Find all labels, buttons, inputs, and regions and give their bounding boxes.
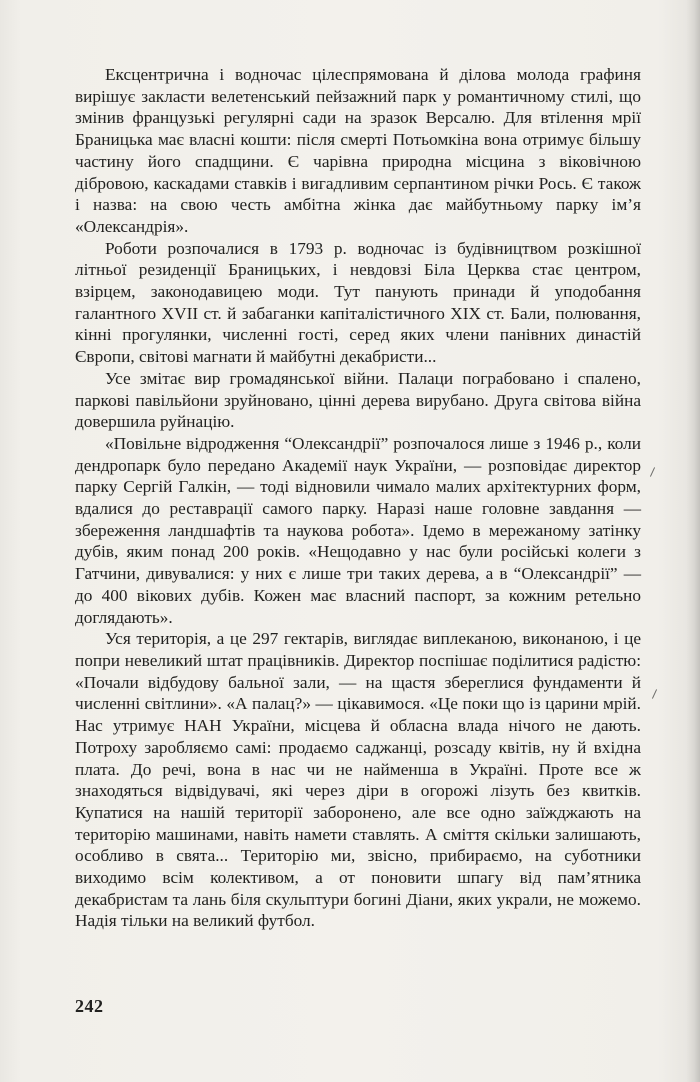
paragraph-4: «Повільне відродження “Олександрії” розпочалося лише з 1946 р., коли дендропарк було передано Академії наук України, — розповідає директор парку Сергій Галкін, — тоді відновили чимало малих архітектурних форм, вдалися до реставрації самого парку. Наразі наше головне завдання — збереження ландшафтів та наукова робота». Ідемо в мережаному затінку дубів, яким понад 200 років. «Нещодавно у нас були російські колеги з Гатчини, дивувалися: у них є лише три таких дерева, а в “Олександрії” — до 400 вікових дубів. Кожен має власний паспорт, за кожним ретельно доглядають». xyxy=(75,433,641,627)
page-number: 242 xyxy=(75,996,104,1016)
body-text xyxy=(75,64,641,932)
margin-pencil-mark xyxy=(652,689,657,698)
margin-pencil-mark xyxy=(650,467,655,476)
paragraph-3: Усе змітає вир громадянської війни. Палаци пограбовано і спалено, паркові павільйони зруйновано, цінні дерева вирубано. Друга світова війна довершила руйнацію. xyxy=(75,368,641,432)
paragraph-5: Уся територія, а це 297 гектарів, виглядає виплеканою, виконаною, і це попри невеликий штат працівників. Директор поспішає поділитися радістю: «Почали відбудову бальної зали, — на щастя збереглися фундаменти й численні світлини». «А палац?» — цікавимося. «Це поки що із царини мрій. Нас утримує НАН України, місцева й обласна влада нічого не дають. Потроху заробляємо самі: продаємо саджанці, розсаду квітів, ну й вхідна плата. До речі, вона в нас чи не найменша в Україні. Проте все ж знаходяться відвідувачі, які через діри в огорожі лізуть без квитків. Купатися на нашій території заборонено, але все одно заїжджають на територію машинами, навіть намети ставлять. А сміття скільки залишають, особливо в свята... Територію ми, звісно, прибираємо, на суботники виходимо всім колективом, а от поновити шпагу від пам’ятника декабристам та лань біля скульптури богині Діани, яких украли, не можемо. Надія тільки на великий футбол. xyxy=(75,629,641,931)
page-edge-shadow xyxy=(686,0,700,1082)
paragraph-1: Ексцентрична і водночас цілеспрямована й ділова молода графиня вирішує закласти велетенський пейзажний парк у романтичному стилі, що змінив французькі регулярні сади на зразок Версалю. Для втілення мрії Браницька має власні кошти: після смерті Потьомкіна вона отримує більшу частину його спадщини. Є чарівна природна місцина з віковічною дібровою, каскадами ставків і вигадливим серпантином річки Рось. Є також і назва: на свою честь амбітна жінка дає майбутньому парку ім’я «Олександрія». xyxy=(75,65,641,236)
paragraph-2: Роботи розпочалися в 1793 р. водночас із будівництвом розкішної літньої резиденції Браницьких, і невдовзі Біла Церква стає центром, взірцем, законодавицею моди. Тут панують принади й уподобання галантного XVII ст. й забаганки капіталістичного XIX ст. Бали, полювання, кінні прогулянки, численні гості, серед яких члени панівних династій Європи, світові магнати й майбутні декабристи... xyxy=(75,238,641,367)
